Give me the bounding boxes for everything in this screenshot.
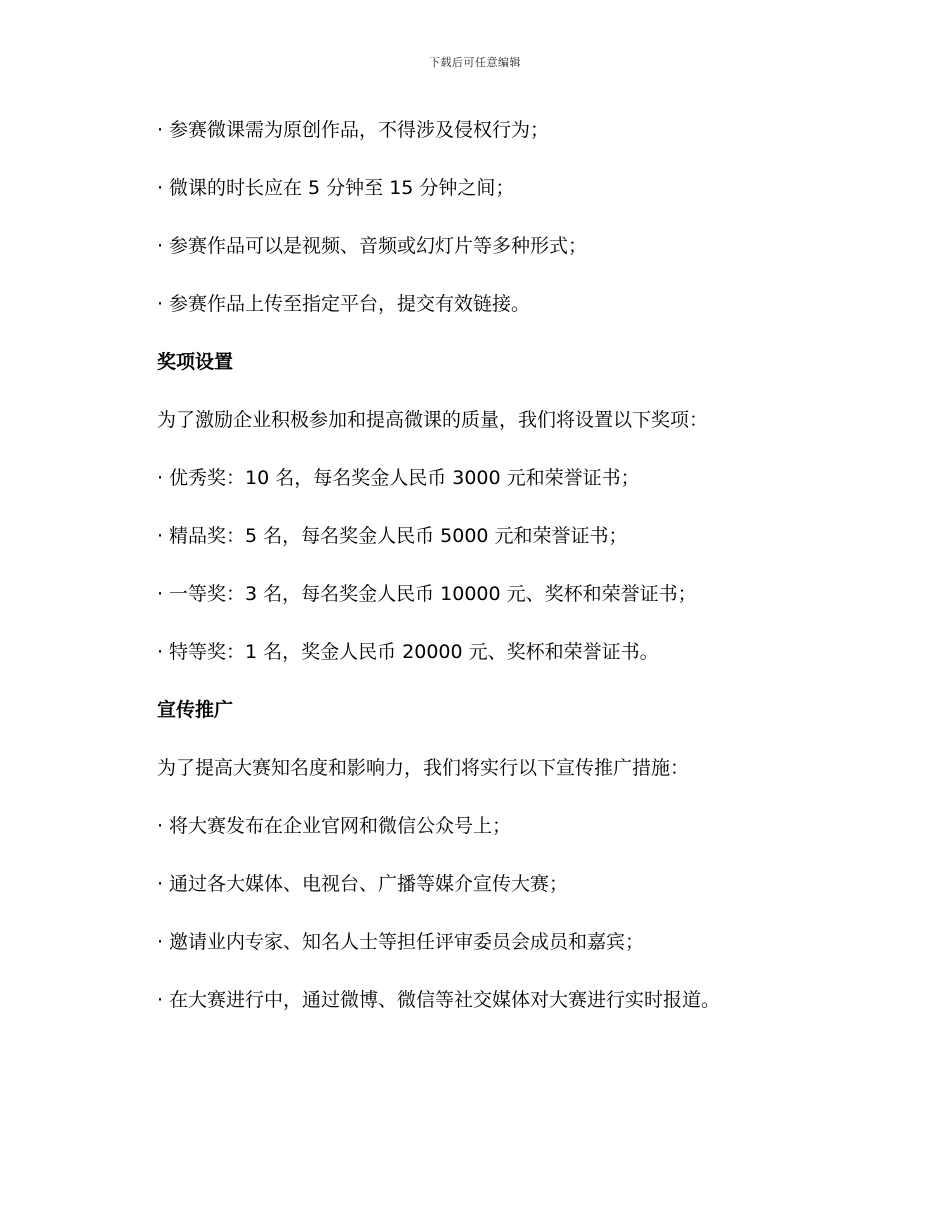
bullet-icon: · — [157, 119, 164, 141]
list-item: · 参赛作品可以是视频、音频或幻灯片等多种形式； — [157, 229, 837, 287]
bullet-icon: · — [157, 525, 164, 547]
bullet-icon: · — [157, 873, 164, 895]
bullet-icon: · — [157, 583, 164, 605]
section-intro-awards: 为了激励企业积极参加和提高微课的质量，我们将设置以下奖项： — [157, 409, 709, 431]
bullet-icon: · — [157, 177, 164, 199]
list-item: · 特等奖：1 名，奖金人民币 20000 元、奖杯和荣誉证书。 — [157, 635, 837, 693]
list-item: · 一等奖：3 名，每名奖金人民币 10000 元、奖杯和荣誉证书； — [157, 577, 837, 635]
bullet-icon: · — [157, 293, 164, 315]
section-heading-awards: 奖项设置 — [157, 351, 234, 373]
bullet-icon: · — [157, 641, 164, 663]
header-note: 下载后可任意编辑 — [429, 56, 521, 69]
bullet-icon: · — [157, 815, 164, 837]
list-item: · 参赛微课需为原创作品，不得涉及侵权行为； — [157, 113, 837, 171]
list-item: · 参赛作品上传至指定平台，提交有效链接。 — [157, 287, 837, 345]
section-heading-promotion: 宣传推广 — [157, 699, 234, 721]
document-body — [157, 113, 837, 1041]
section-intro-promotion: 为了提高大赛知名度和影响力，我们将实行以下宣传推广措施： — [157, 757, 690, 779]
bullet-icon: · — [157, 989, 164, 1011]
bullet-icon: · — [157, 931, 164, 953]
list-item: · 通过各大媒体、电视台、广播等媒介宣传大赛； — [157, 867, 837, 925]
list-item: · 将大赛发布在企业官网和微信公众号上； — [157, 809, 837, 867]
list-item: · 邀请业内专家、知名人士等担任评审委员会成员和嘉宾； — [157, 925, 837, 983]
list-item: · 微课的时长应在 5 分钟至 15 分钟之间； — [157, 171, 837, 229]
list-item: · 精品奖：5 名，每名奖金人民币 5000 元和荣誉证书； — [157, 519, 837, 577]
list-item: · 在大赛进行中，通过微博、微信等社交媒体对大赛进行实时报道。 — [157, 983, 837, 1041]
bullet-icon: · — [157, 235, 164, 257]
bullet-icon: · — [157, 467, 164, 489]
list-item: · 优秀奖：10 名，每名奖金人民币 3000 元和荣誉证书； — [157, 461, 837, 519]
